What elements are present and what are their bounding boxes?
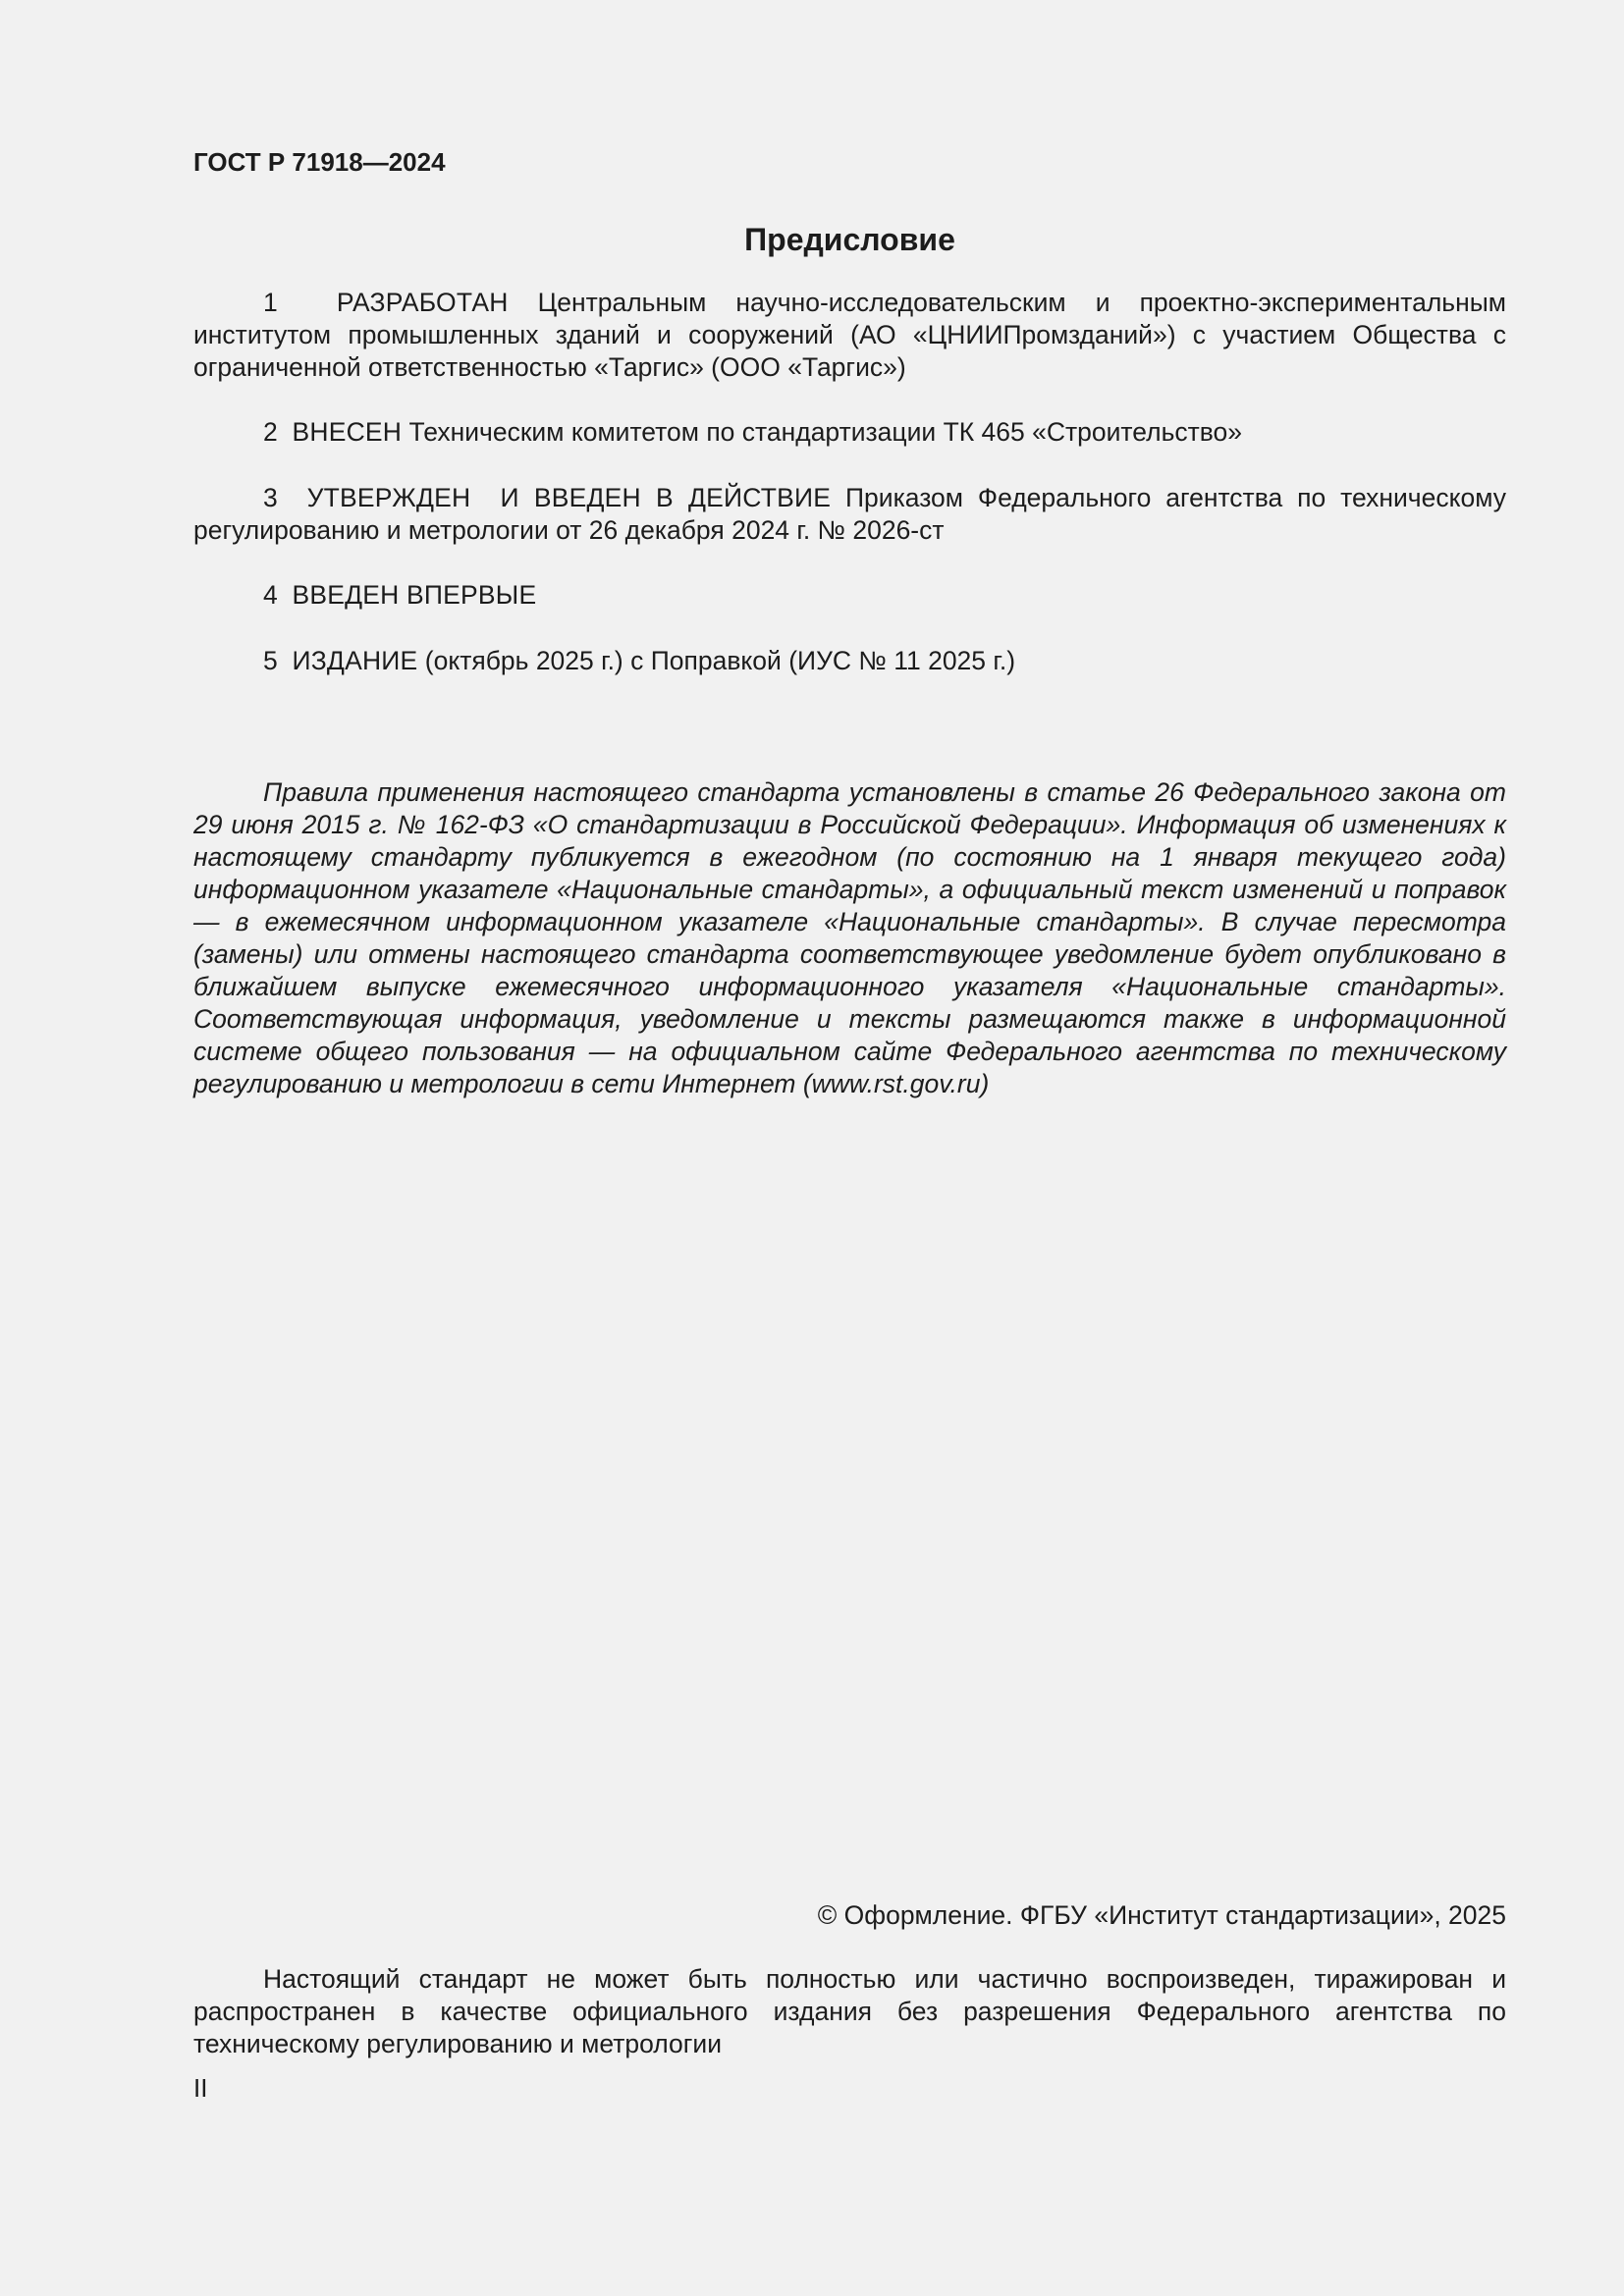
preface-item-4	[193, 579, 1506, 612]
reproduction-notice: Настоящий стандарт не может быть полностью или частично воспроизведен, тиражирован и распространен в качестве официального издания без разрешения Федерального агентства по техническому регулированию и метрологии	[193, 1964, 1506, 2058]
item-number: 4	[263, 580, 278, 610]
item-lead: ВВЕДЕН ВПЕРВЫЕ	[292, 580, 537, 610]
document-code: ГОСТ Р 71918—2024	[193, 147, 446, 177]
item-lead: УТВЕРЖДЕН И ВВЕДЕН В ДЕЙСТВИЕ	[306, 483, 832, 512]
rules-note: Правила применения настоящего стандарта установлены в статье 26 Федерального закона от 29 июня 2015 г. № 162-ФЗ «О стандартизации в Российской Федерации». Информация об изменениях к настоящему стандарту публикуется в ежегодном (по состоянию на 1 января текущего года) информационном указателе «Национальные стандарты», а официальный текст изменений и поправок — в ежемесячном информационном указателе «Национальные стандарты». В случае пересмотра (замены) или отмены настоящего стандарта соответствующее уведомление будет опубликовано в ближайшем выпуске ежемесячного информационного указателя «Национальные стандарты». Соответствующая информация, уведомление и тексты размещаются также в информационной системе общего пользования — на официальном сайте Федерального агентства по техническому регулированию и метрологии в сети Интернет (www.rst.gov.ru)	[193, 777, 1506, 1098]
item-lead: ИЗДАНИЕ	[292, 646, 418, 675]
preface-item-1	[193, 287, 1506, 384]
item-number: 3	[263, 483, 278, 512]
item-text: Центральным научно-исследовательским и проектно-экспериментальным институтом промышленных зданий и сооружений (АО «ЦНИИПромзданий») с участием Общества с ограниченной ответственностью «Таргис» (ООО «Таргис»)	[193, 288, 1506, 382]
item-number: 1	[263, 288, 278, 317]
item-lead: РАЗРАБОТАН	[336, 288, 509, 317]
item-number: 2	[263, 417, 278, 447]
item-text: (октябрь 2025 г.) с Поправкой (ИУС № 11 2025 г.)	[424, 646, 1016, 675]
page-number: II	[193, 2073, 208, 2103]
item-number: 5	[263, 646, 278, 675]
item-text: Приказом Федерального агентства по техническому регулированию и метрологии от 26 декабря 2024 г. № 2026-ст	[193, 483, 1506, 545]
copyright: © Оформление. ФГБУ «Институт стандартизации», 2025	[817, 1900, 1506, 1930]
preface-item-5	[193, 645, 1506, 677]
preface-item-3	[193, 482, 1506, 547]
item-lead: ВНЕСЕН	[292, 417, 403, 447]
preface-item-2	[193, 416, 1506, 449]
item-text: Техническим комитетом по стандартизации ТК 465 «Строительство»	[408, 417, 1243, 447]
page-title: Предисловие	[744, 222, 955, 257]
